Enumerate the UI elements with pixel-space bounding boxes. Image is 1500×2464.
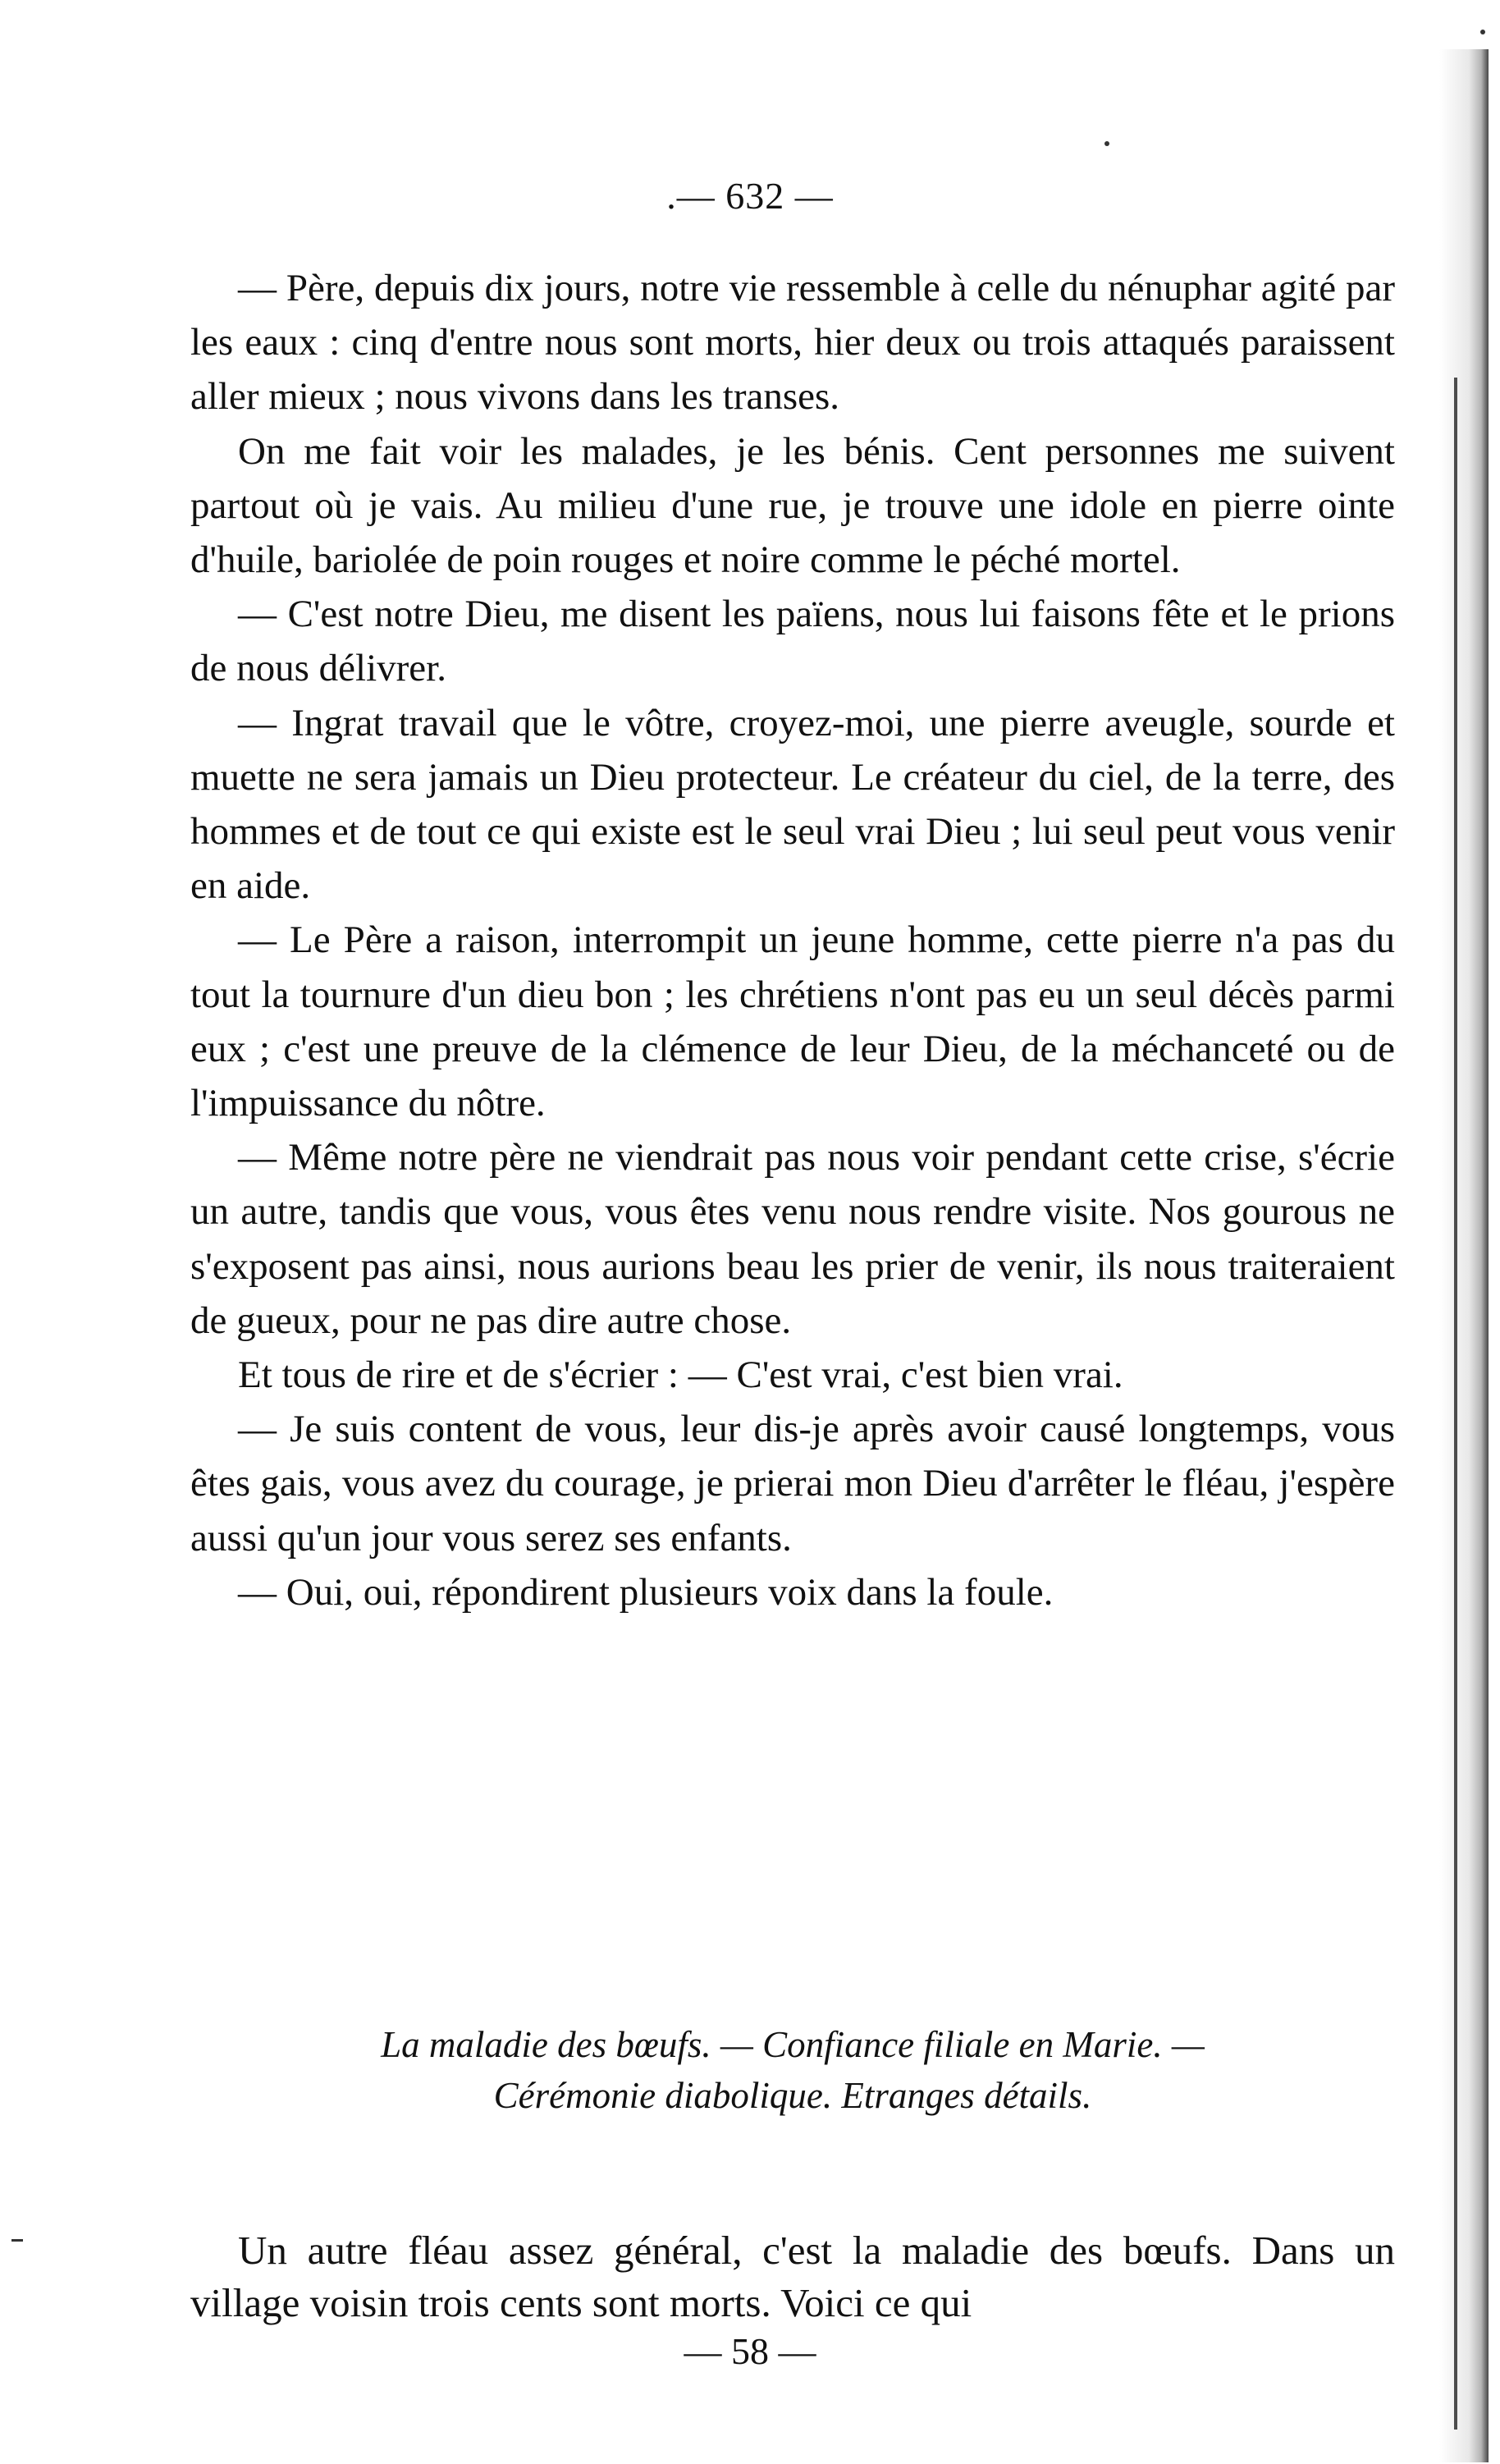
scan-speck (1104, 141, 1109, 146)
paragraph-3: — C'est notre Dieu, me disent les païens, nous lui faisons fête et le prions de nous délivrer. (190, 593, 1395, 690)
scan-speck (1480, 30, 1485, 34)
paragraph-4: — Ingrat travail que le vôtre, croyez-moi, une pierre aveugle, sourde et muette ne sera jamais un Dieu protecteur. Le créateur du ciel, de la terre, des hommes et de tout ce qui existe est le seul vrai Dieu ; lui seul peut vous venir en aide. (190, 701, 1395, 908)
body-text (190, 261, 1395, 1619)
paragraph-9: — Oui, oui, répondirent plusieurs voix dans la foule. (238, 1570, 1054, 1614)
paragraph-5: — Le Père a raison, interrompit un jeune homme, cette pierre n'a pas du tout la tournure d'un dieu bon ; les chrétiens n'ont pas eu un seul décès parmi eux ; c'est une preuve de la clémence de leur Dieu, de la méchanceté ou de l'impuissance du nôtre. (190, 918, 1395, 1125)
paragraph-2: On me fait voir les malades, je les bénis. Cent personnes me suivent partout où je vais. Au milieu d'une rue, je trouve une idole en pierre ointe d'huile, bariolée de poin rouges et noire comme le péché mortel. (190, 429, 1395, 582)
page-number-footer: — 58 — (684, 2330, 816, 2372)
section-heading (190, 2019, 1395, 2121)
binding-edge-line (1454, 378, 1457, 2430)
binding-shadow (1439, 49, 1489, 2462)
scan-speck (11, 2239, 23, 2242)
section-heading-line-2: Cérémonie diabolique. Etranges détails. (493, 2075, 1092, 2116)
paragraph-8: — Je suis content de vous, leur dis-je après avoir causé longtemps, vous êtes gais, vous avez du courage, je prierai mon Dieu d'arrêter le fléau, j'espère aussi qu'un jour vous serez ses enfants. (190, 1408, 1395, 1559)
closing-paragraph: Un autre fléau assez général, c'est la maladie des bœufs. Dans un village voisin trois cents sont morts. Voici ce qui (190, 2228, 1395, 2325)
paragraph-7: Et tous de rire et de s'écrier : — C'est vrai, c'est bien vrai. (238, 1353, 1123, 1397)
paragraph-6: — Même notre père ne viendrait pas nous voir pendant cette crise, s'écrie un autre, tandis que vous, vous êtes venu nous rendre visite. Nos gourous ne s'exposent pas ainsi, nous aurions beau les prier de venir, ils nous traiteraient de gueux, pour ne pas dire autre chose. (190, 1136, 1395, 1342)
paragraph-1: — Père, depuis dix jours, notre vie ressemble à celle du nénuphar agité par les eaux : cinq d'entre nous sont morts, hier deux ou trois attaqués paraissent aller mieux ; nous vivons dans les transes. (190, 267, 1395, 419)
page-number-header: .— 632 — (666, 175, 834, 217)
section-heading-line-1: La maladie des bœufs. — Confiance filiale en Marie. — (381, 2024, 1205, 2065)
closing-text (190, 2224, 1395, 2329)
